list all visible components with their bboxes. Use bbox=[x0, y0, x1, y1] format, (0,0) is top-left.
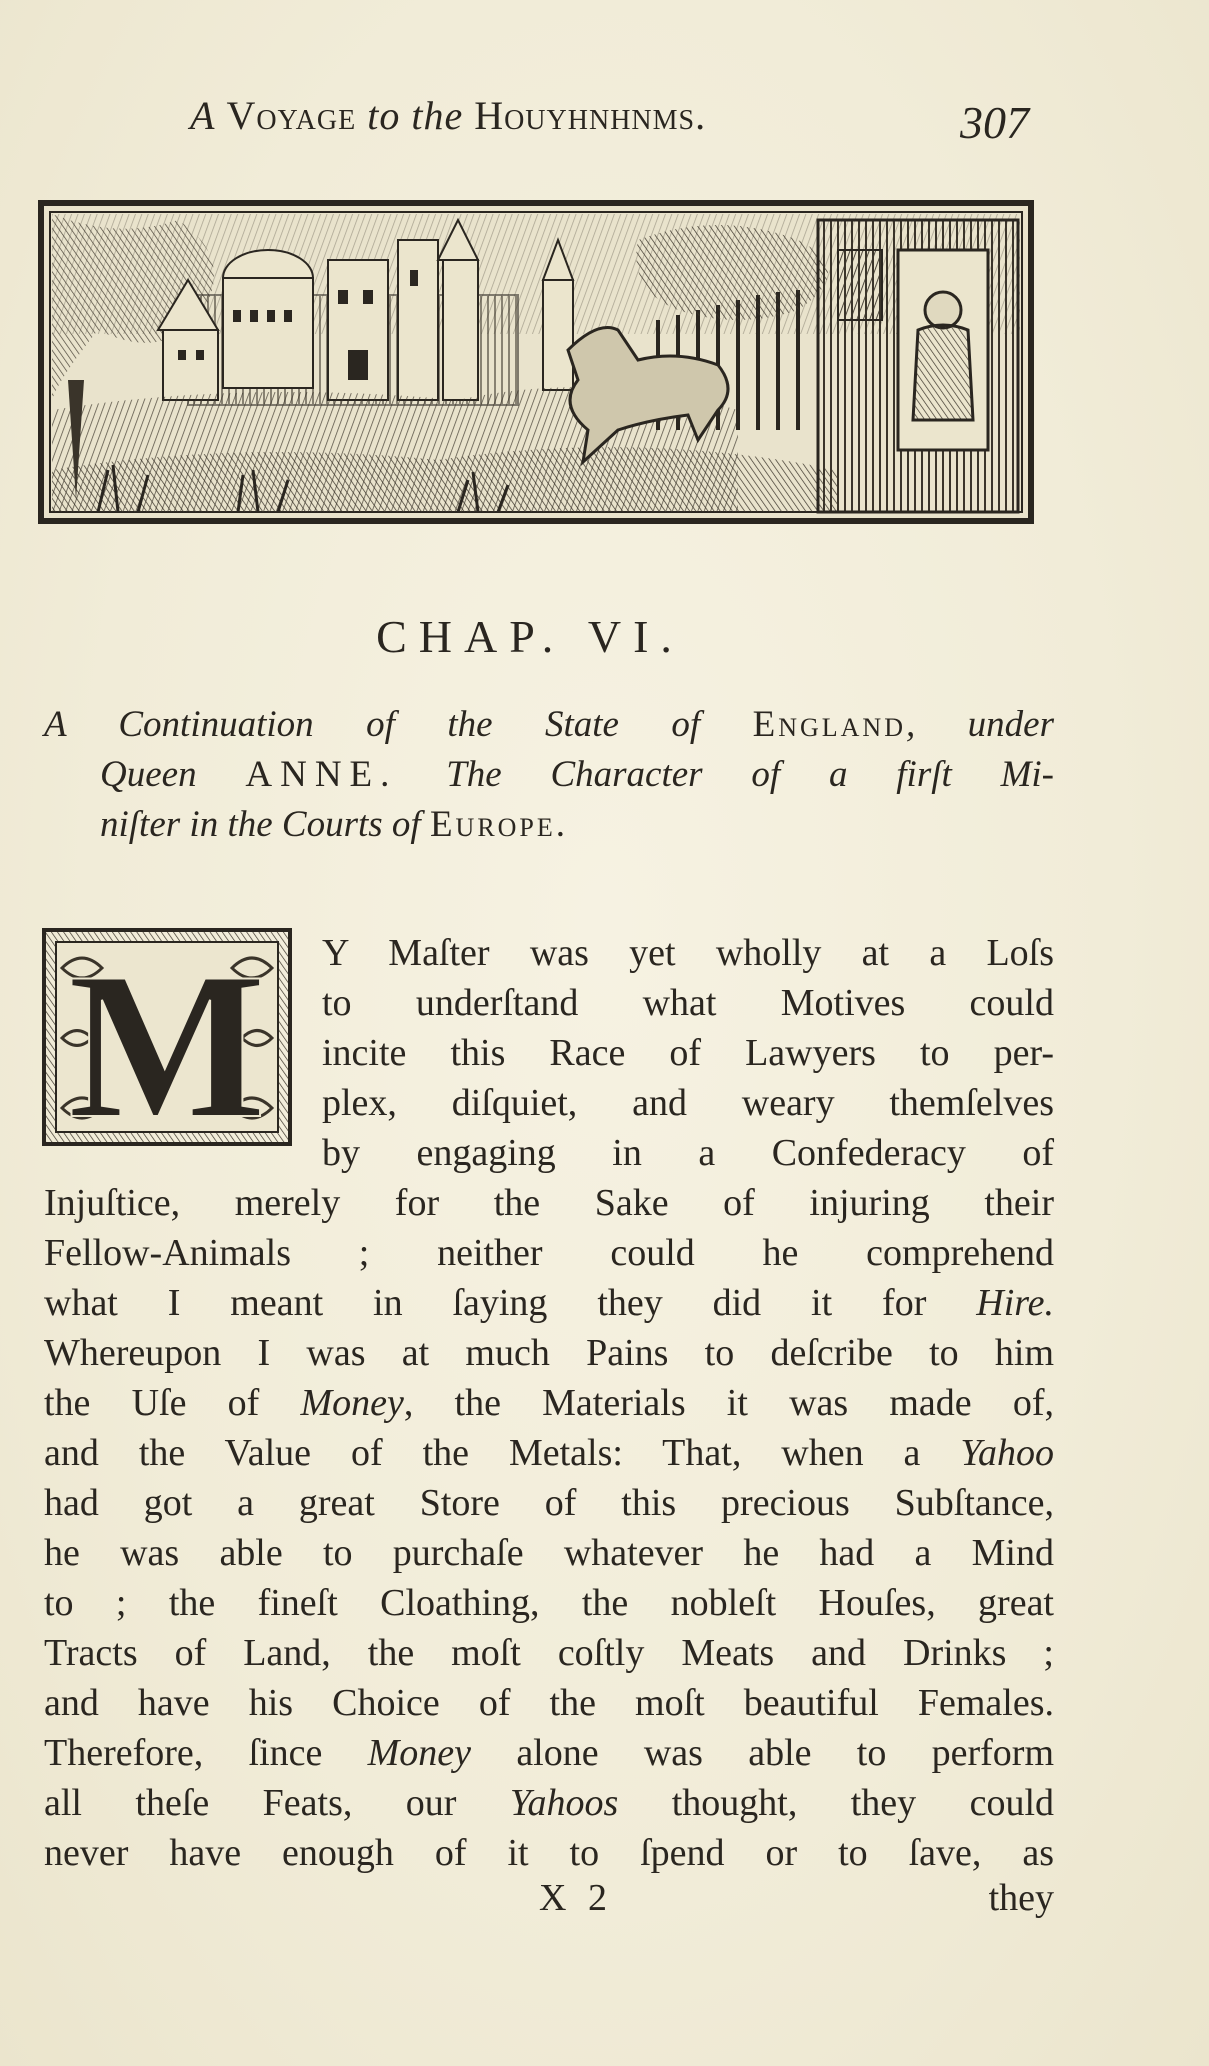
woodcut-headpiece-illustration bbox=[38, 200, 1034, 524]
running-head-destination: Houyhnhnms. bbox=[474, 93, 707, 138]
body-fragment: Therefore, ſince bbox=[44, 1732, 368, 1774]
argument-l3-italic: niſter in the Courts of bbox=[100, 804, 430, 845]
body-line bbox=[44, 1278, 1054, 1328]
body-line bbox=[44, 1778, 1054, 1828]
page-footer bbox=[44, 1876, 1054, 1926]
body-italic-fragment: Money bbox=[367, 1732, 472, 1774]
argument-l1-italic: A Continuation of the State of bbox=[44, 704, 753, 745]
chapter-argument bbox=[44, 700, 1054, 850]
body-fragment: and the Value of the Metals: That, when a bbox=[44, 1432, 961, 1474]
body-fragment: thought, they could bbox=[618, 1782, 1054, 1824]
body-italic-fragment: Yahoo bbox=[960, 1432, 1054, 1474]
body-line: Fellow-Animals ; neither could he comprehend bbox=[44, 1232, 1054, 1274]
body-italic-fragment: Yahoos bbox=[509, 1782, 619, 1824]
body-line: and have his Choice of the moſt beautiful Females. bbox=[44, 1682, 1054, 1724]
body-line: had got a great Store of this precious Subſtance, bbox=[44, 1482, 1054, 1524]
body-line: never have enough of it to ſpend or to ſave, as bbox=[44, 1832, 1054, 1874]
body-fragment: , the Materials it was made of, bbox=[403, 1382, 1054, 1424]
catchword: they bbox=[988, 1877, 1054, 1919]
body-italic-fragment: Hire. bbox=[976, 1282, 1054, 1324]
body-line: Y Maſter was yet wholly at a Loſs bbox=[322, 932, 1054, 974]
body-line: incite this Race of Lawyers to per- bbox=[322, 1032, 1054, 1074]
argument-england: England bbox=[752, 704, 906, 745]
running-head bbox=[190, 92, 1040, 139]
running-head-article: A bbox=[190, 93, 216, 138]
running-head-voyage: Voyage bbox=[226, 93, 357, 138]
signature-mark: X 2 bbox=[539, 1877, 613, 1919]
body-fragment: what I meant in ſaying they did it for bbox=[44, 1282, 977, 1324]
body-fragment: all theſe Feats, our bbox=[44, 1782, 510, 1824]
body-line: Tracts of Land, the moſt coſtly Meats and Drinks ; bbox=[44, 1632, 1054, 1674]
body-line: Injuſtice, merely for the Sake of injuring their bbox=[44, 1182, 1054, 1224]
body-fragment: the Uſe of bbox=[44, 1382, 301, 1424]
body-line bbox=[44, 1378, 1054, 1428]
page-number: 307 bbox=[960, 97, 1029, 148]
argument-l2-tail: The Character of a firſt Mi- bbox=[397, 754, 1054, 795]
body-line: plex, diſquiet, and weary themſelves bbox=[322, 1082, 1054, 1124]
argument-europe: Europe. bbox=[429, 804, 569, 845]
body-italic-fragment: Money bbox=[300, 1382, 404, 1424]
argument-anne: ANNE. bbox=[245, 754, 398, 795]
body-line: to ; the fineſt Cloathing, the nobleſt Houſes, great bbox=[44, 1582, 1054, 1624]
body-line bbox=[44, 1728, 1054, 1778]
body-line: Whereupon I was at much Pains to deſcribe to him bbox=[44, 1332, 1054, 1374]
body-fragment: alone was able to perform bbox=[471, 1732, 1054, 1774]
argument-l1-tail: , under bbox=[905, 704, 1054, 745]
body-line: he was able to purchaſe whatever he had a Mind bbox=[44, 1532, 1054, 1574]
running-head-to-the: to the bbox=[367, 93, 464, 138]
body-line: by engaging in a Confederacy of bbox=[322, 1132, 1054, 1174]
body-line bbox=[44, 1428, 1054, 1478]
chapter-heading: CHAP. VI. bbox=[376, 611, 684, 662]
drop-cap-letter: M bbox=[67, 930, 267, 1146]
body-line: to underſtand what Motives could bbox=[322, 982, 1054, 1024]
body-text bbox=[44, 928, 1054, 1878]
argument-l2-italic: Queen bbox=[100, 754, 246, 795]
